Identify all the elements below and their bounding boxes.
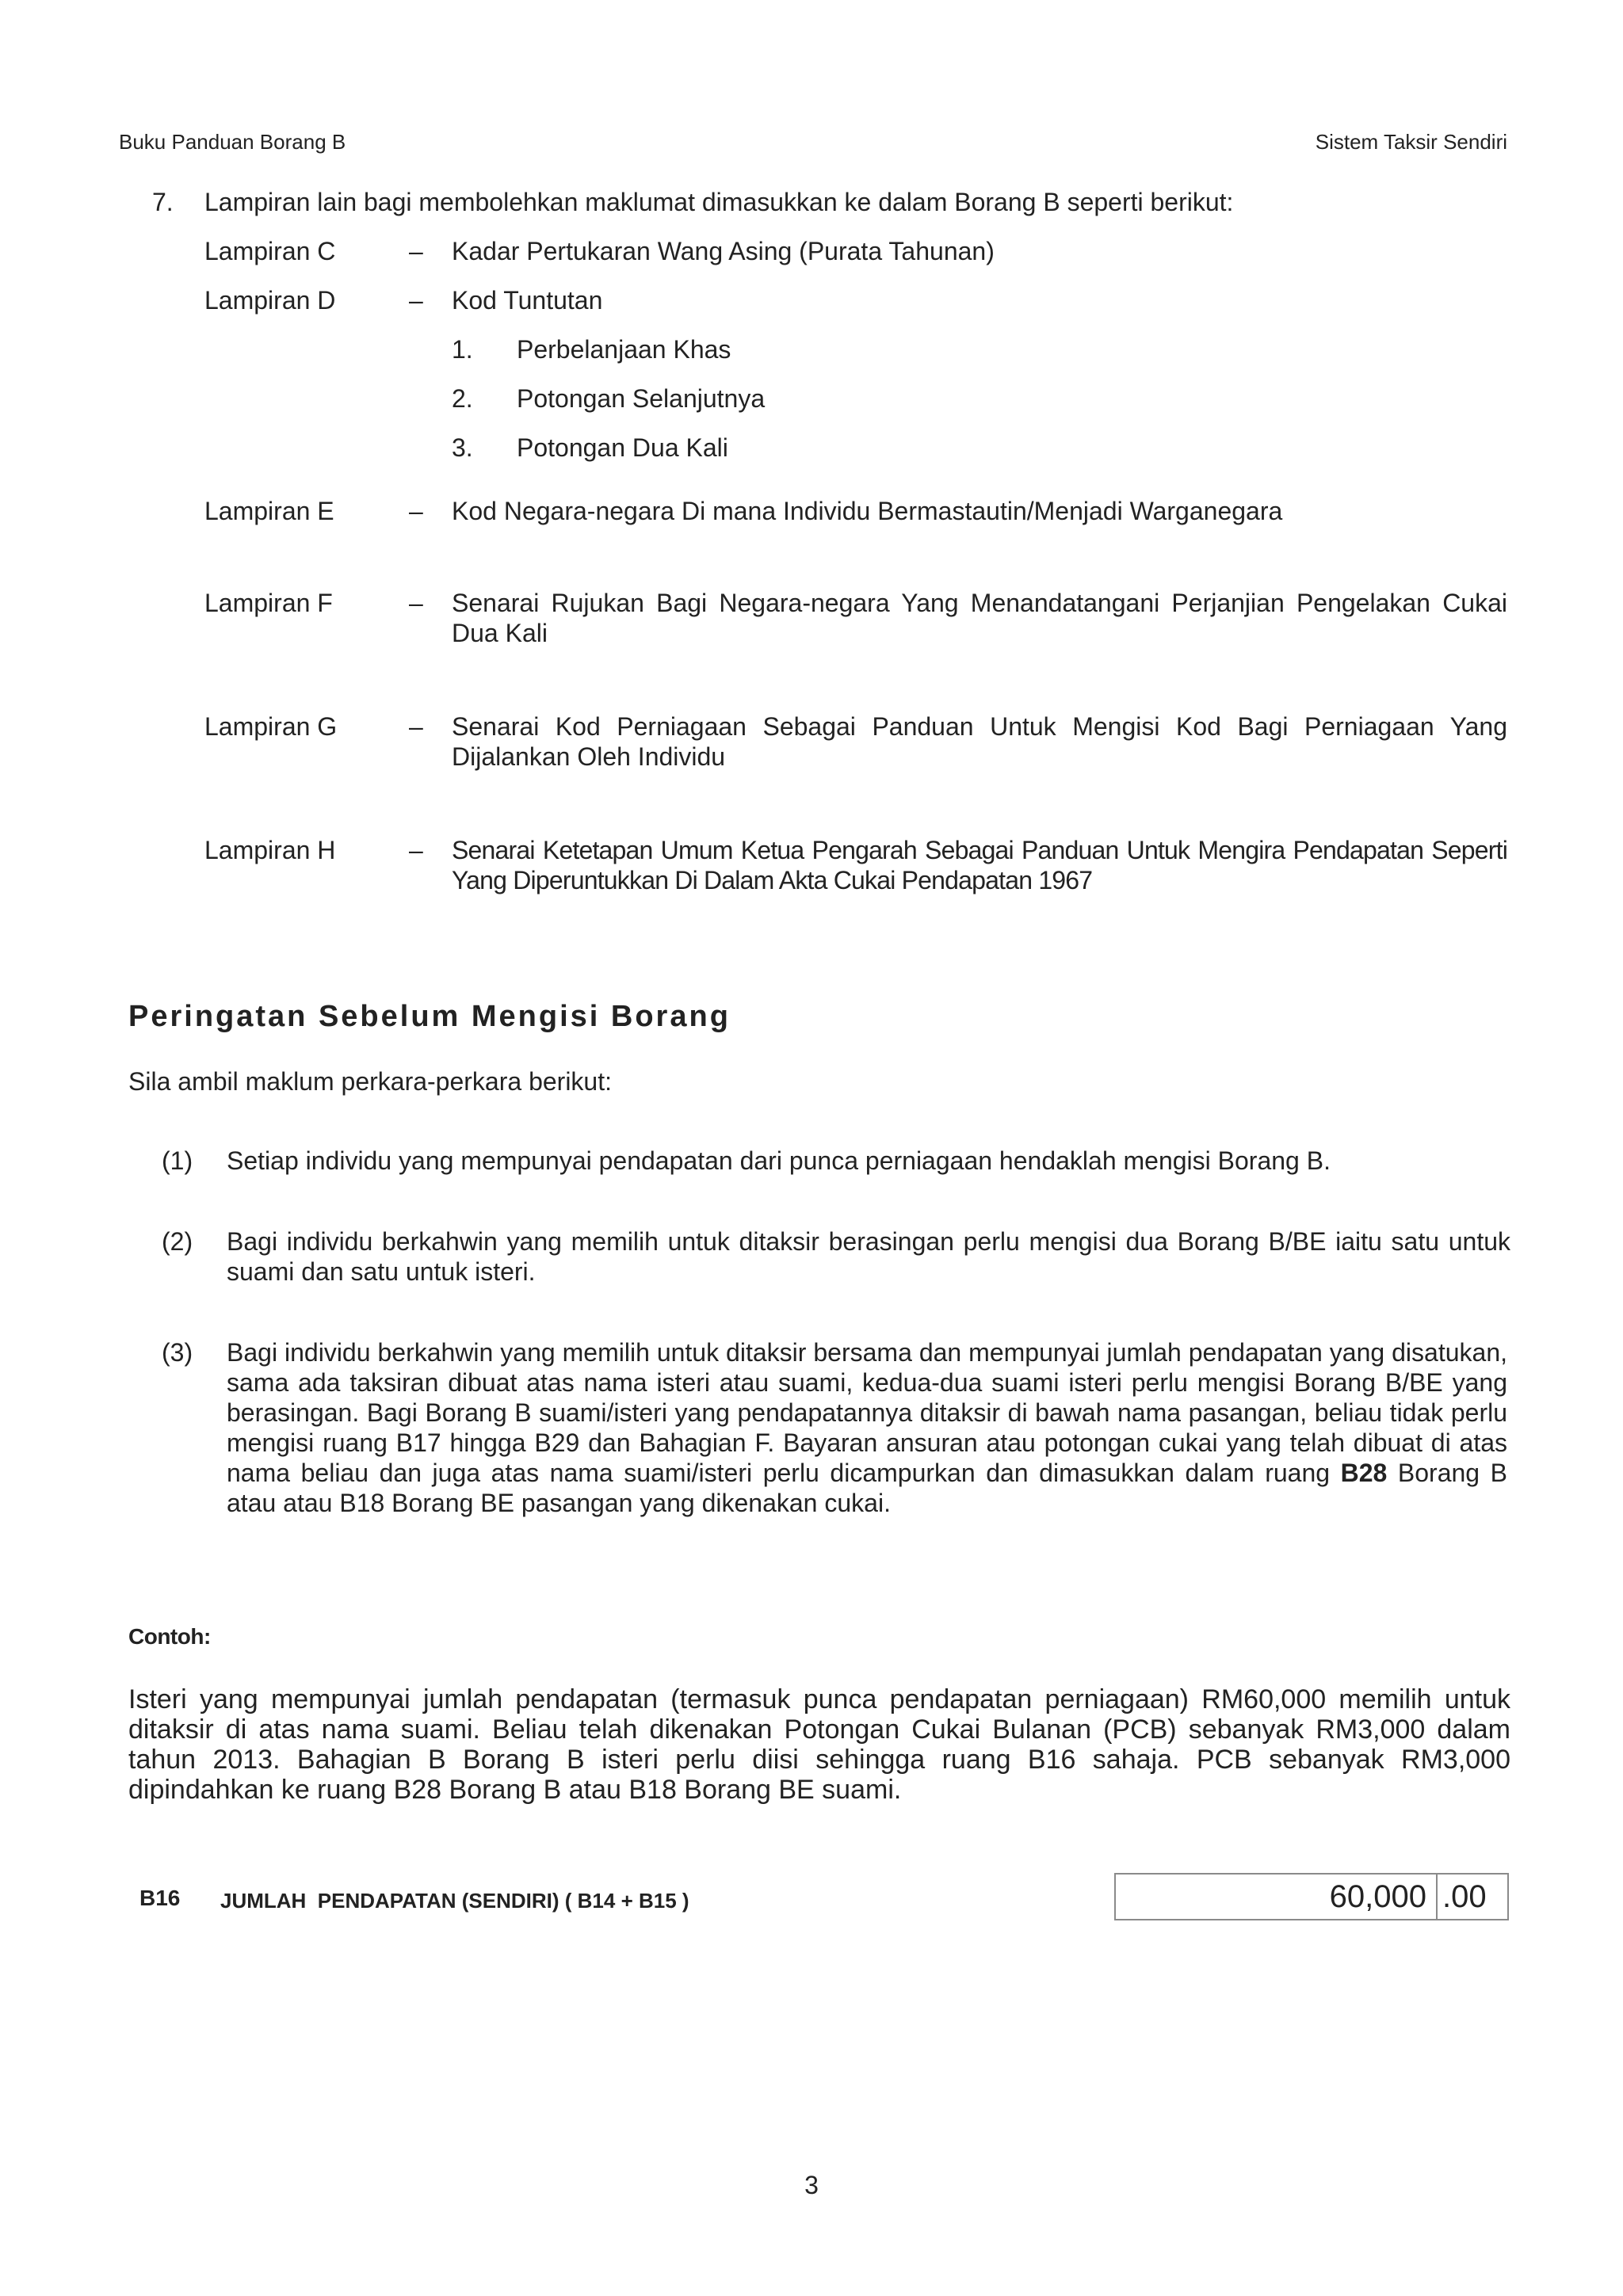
section-title: Peringatan Sebelum Mengisi Borang (128, 1000, 731, 1033)
lampiran-label-g: Lampiran G (204, 712, 338, 741)
page-number: 3 (804, 2171, 819, 2199)
point-number: (1) (162, 1146, 193, 1175)
sub-item-number: 2. (452, 384, 473, 413)
point-text: Bagi individu berkahwin yang memilih untuk ditaksir berasingan perlu mengisi dua Borang B/BE iaitu satu untuk suami dan satu untuk isteri. (227, 1227, 1510, 1286)
lampiran-dash: – (409, 286, 423, 315)
sub-item-text: Potongan Selanjutnya (517, 384, 766, 413)
lampiran-dash: – (409, 712, 423, 741)
sub-item-number: 3. (452, 433, 473, 462)
lampiran-dash: – (409, 497, 423, 525)
section-intro: Sila ambil maklum perkara-perkara berikut: (128, 1067, 612, 1096)
lampiran-label-e: Lampiran E (204, 497, 334, 525)
lampiran-text-e: Kod Negara-negara Di mana Individu Bermastautin/Menjadi Warganegara (452, 497, 1283, 525)
amount-box (1114, 1873, 1509, 1920)
lampiran-dash: – (409, 237, 423, 265)
lampiran-label-h: Lampiran H (204, 836, 336, 864)
lampiran-text-g: Senarai Kod Perniagaan Sebagai Panduan Untuk Mengisi Kod Bagi Perniagaan Yang Dijalankan Oleh Individu (452, 712, 1507, 771)
point-text: Setiap individu yang mempunyai pendapatan dari punca perniagaan hendaklah mengisi Borang B. (227, 1146, 1331, 1175)
point-text (227, 1337, 1507, 1518)
sub-item-number: 1. (452, 335, 473, 364)
lampiran-text-f: Senarai Rujukan Bagi Negara-negara Yang Menandatangani Perjanjian Pengelakan Cukai Dua Kali (452, 589, 1507, 647)
item-intro: Lampiran lain bagi membolehkan maklumat dimasukkan ke dalam Borang B seperti berikut: (204, 188, 1234, 216)
lampiran-text-h: Senarai Ketetapan Umum Ketua Pengarah Sebagai Panduan Untuk Mengira Pendapatan Seperti Yang Diperuntukkan Di Dalam Akta Cukai Pendapatan 1967 (452, 836, 1507, 894)
sub-item-text: Perbelanjaan Khas (517, 335, 731, 364)
sub-item-text: Potongan Dua Kali (517, 433, 728, 462)
form-label: JUMLAH PENDAPATAN (SENDIRI) ( B14 + B15 ) (220, 1889, 689, 1913)
example-text: Isteri yang mempunyai jumlah pendapatan (termasuk punca pendapatan perniagaan) RM60,000 memilih untuk ditaksir di atas nama suami. Beliau telah dikenakan Potongan Cukai Bulanan (PCB) sebanyak RM3,000 dalam tahun 2013. Bahagian B Borang B isteri perlu diisi sehingga ruang B16 sahaja. PCB sebanyak RM3,000 dipindahkan ke ruang B28 Borang B atau B18 Borang BE suami. (128, 1684, 1510, 1805)
item-number: 7. (152, 188, 174, 216)
point-text-bold: B28 (1340, 1459, 1388, 1487)
lampiran-label-c: Lampiran C (204, 237, 336, 265)
lampiran-dash: – (409, 589, 423, 617)
lampiran-dash: – (409, 836, 423, 864)
amount-value: 60,000 (1329, 1879, 1426, 1914)
point-text-part: Bagi individu berkahwin yang memilih untuk ditaksir bersama dan mempunyai jumlah pendapatan yang disatukan, sama ada taksiran dibuat atas nama isteri atau suami, kedua-dua suami isteri perlu mengisi Borang B/BE yang berasingan. Bagi Borang B suami/isteri yang pendapatannya ditaksir di bawah nama pasangan, beliau tidak perlu mengisi ruang B17 hingga B29 dan Bahagian F. Bayaran ansuran atau potongan cukai yang telah dibuat di atas nama beliau dan juga atas nama suami/isteri perlu dicampurkan dan dimasukkan dalam ruang (227, 1338, 1507, 1487)
form-code: B16 (139, 1886, 181, 1910)
point-text-part: Borang B atau atau B18 Borang BE pasangan yang dikenakan cukai. (227, 1459, 1508, 1517)
example-label: Contoh: (128, 1624, 211, 1649)
lampiran-text-c: Kadar Pertukaran Wang Asing (Purata Tahunan) (452, 237, 995, 265)
lampiran-label-d: Lampiran D (204, 286, 336, 315)
cents-value: .00 (1436, 1875, 1506, 1919)
point-number: (3) (162, 1338, 193, 1367)
header-left: Buku Panduan Borang B (119, 130, 346, 154)
lampiran-text-d: Kod Tuntutan (452, 286, 603, 315)
point-number: (2) (162, 1227, 193, 1256)
lampiran-label-f: Lampiran F (204, 589, 333, 617)
header-right: Sistem Taksir Sendiri (1315, 130, 1507, 154)
